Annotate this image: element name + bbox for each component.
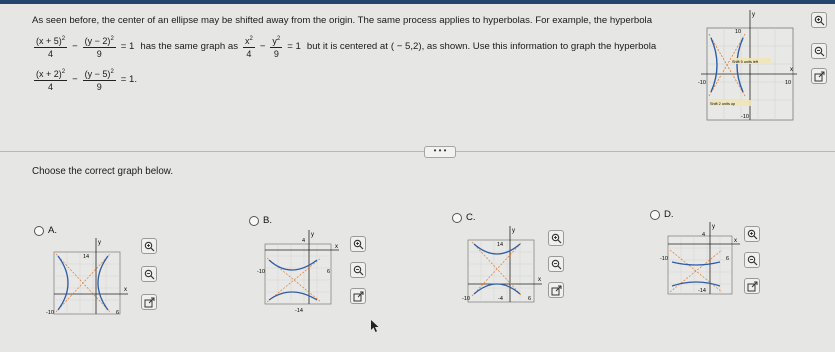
option-c-right-label: 6 xyxy=(528,296,532,302)
problem-line-1 xyxy=(32,14,672,27)
option-a-right-label: 6 xyxy=(116,310,120,316)
example-top-label: 10 xyxy=(735,29,742,35)
option-d-top-label: 4 xyxy=(702,232,706,238)
problem-line-3: $\frac{(x + 2)^2}{4}$ − $\frac{(y - 5)^2}{9}$ = 1. xyxy=(32,66,672,93)
example-x-label: x xyxy=(790,67,793,73)
option-b-zoom-out-button[interactable] xyxy=(350,262,366,278)
option-d-left-label: -10 xyxy=(660,256,668,262)
option-a-y-label: y xyxy=(98,240,101,246)
eq2-fraction-2: $\frac{(y - 5)^2}{9}$ xyxy=(83,66,116,93)
example-left-label: -10 xyxy=(698,80,706,86)
option-a-letter: A. xyxy=(48,225,58,236)
option-b-popout-button[interactable] xyxy=(350,288,366,304)
option-a-radio[interactable] xyxy=(34,226,44,236)
zoom-in-icon xyxy=(551,233,562,244)
option-c-zoom-in-button[interactable] xyxy=(548,230,564,246)
option-b-y-label: y xyxy=(311,232,314,238)
option-b-graph xyxy=(257,228,349,312)
option-d-radio[interactable] xyxy=(650,210,660,220)
example-popout-button[interactable] xyxy=(811,68,827,84)
example-zoom-in-button[interactable] xyxy=(811,12,827,28)
option-b[interactable] xyxy=(249,215,272,226)
zoom-in-icon xyxy=(747,229,758,240)
zoom-out-icon xyxy=(551,259,562,270)
option-b-left-label: -10 xyxy=(257,269,265,275)
eq1-fraction-2: $\frac{(y - 2)^2}{9}$ xyxy=(83,33,116,60)
option-c-zoom-out-button[interactable] xyxy=(548,256,564,272)
option-b-bottom-label: -14 xyxy=(295,308,303,312)
option-d-graph xyxy=(658,220,750,304)
mouse-cursor-icon xyxy=(370,319,380,333)
option-a-left-label: -10 xyxy=(46,310,54,316)
option-c-x-label: x xyxy=(538,277,541,283)
option-c-left-label: -10 xyxy=(462,296,470,302)
option-a-x-label: x xyxy=(124,287,127,293)
option-a-graph xyxy=(46,236,138,320)
popout-icon xyxy=(814,71,825,82)
option-d-y-label: y xyxy=(712,224,715,230)
zoom-in-icon xyxy=(353,239,364,250)
example-zoom-out-button[interactable] xyxy=(811,43,827,59)
example-bottom-label: -10 xyxy=(741,114,749,120)
header-bar xyxy=(0,0,835,4)
example-note-top: Shift 5 units left xyxy=(732,60,758,64)
choose-prompt: Choose the correct graph below. xyxy=(32,166,174,177)
option-b-radio[interactable] xyxy=(249,216,259,226)
zoom-in-icon xyxy=(814,15,825,26)
example-y-label: y xyxy=(752,12,755,18)
example-note-bottom: Shift 2 units up xyxy=(710,102,736,106)
option-c-top-label: 14 xyxy=(497,242,504,248)
zoom-out-icon xyxy=(144,269,155,280)
option-c-popout-button[interactable] xyxy=(548,282,564,298)
option-d-right-label: 6 xyxy=(726,256,730,262)
option-b-letter: B. xyxy=(263,215,273,226)
option-b-right-label: 6 xyxy=(327,269,331,275)
option-a-zoom-in-button[interactable] xyxy=(141,238,157,254)
problem-sentence-1: As seen before, the center of an ellipse may be shifted away from the origin. The same process applies to hyperbolas. For example, the hyperbola xyxy=(32,15,653,26)
option-a[interactable] xyxy=(34,225,57,236)
option-b-zoom-in-button[interactable] xyxy=(350,236,366,252)
problem-statement xyxy=(32,14,672,93)
zoom-out-icon xyxy=(747,255,758,266)
option-d[interactable] xyxy=(650,209,674,220)
zoom-out-icon xyxy=(814,46,825,57)
popout-icon xyxy=(747,281,758,292)
option-a-zoom-out-button[interactable] xyxy=(141,266,157,282)
popout-icon xyxy=(551,285,562,296)
option-c[interactable] xyxy=(452,212,476,223)
option-d-bottom-label: -14 xyxy=(698,288,706,294)
option-c-radio[interactable] xyxy=(452,213,462,223)
example-right-label: 10 xyxy=(785,80,792,86)
eq1-fraction-1: $\frac{(x + 5)^2}{4}$ xyxy=(34,33,67,60)
option-c-bottom-label: -4 xyxy=(498,296,503,302)
option-a-top-label: 14 xyxy=(83,254,90,260)
option-a-popout-button[interactable] xyxy=(141,294,157,310)
eq2-fraction-1: $\frac{(x + 2)^2}{4}$ xyxy=(34,66,67,93)
popout-icon xyxy=(144,297,155,308)
option-c-letter: C. xyxy=(466,212,476,223)
option-b-x-label: x xyxy=(335,244,338,250)
option-d-zoom-in-button[interactable] xyxy=(744,226,760,242)
std-fraction-1: $\frac{x^2}{4}$ xyxy=(243,33,255,60)
problem-line-2: $\frac{(x + 5)^2}{4}$ − $\frac{(y - 2)^2}{9}$ = 1 has the same graph as $\frac{x^2}{4}$ − $\frac{y^2}{9}$ = 1 but it is centered at ( − 5,2) , as shown. Use this information to graph the hyperbola xyxy=(32,33,672,60)
zoom-out-icon xyxy=(353,265,364,276)
popout-icon xyxy=(353,291,364,302)
more-button[interactable]: • • • xyxy=(424,146,456,158)
option-d-zoom-out-button[interactable] xyxy=(744,252,760,268)
option-c-y-label: y xyxy=(512,228,515,234)
std-fraction-2: $\frac{y^2}{9}$ xyxy=(270,33,282,60)
example-graph xyxy=(693,6,803,124)
option-d-popout-button[interactable] xyxy=(744,278,760,294)
section-divider xyxy=(0,151,835,152)
option-d-x-label: x xyxy=(734,238,737,244)
option-c-graph xyxy=(460,224,552,308)
center-point: ( − 5,2) xyxy=(390,41,422,52)
option-b-top-label: 4 xyxy=(302,238,306,244)
zoom-in-icon xyxy=(144,241,155,252)
option-d-letter: D. xyxy=(664,209,674,220)
